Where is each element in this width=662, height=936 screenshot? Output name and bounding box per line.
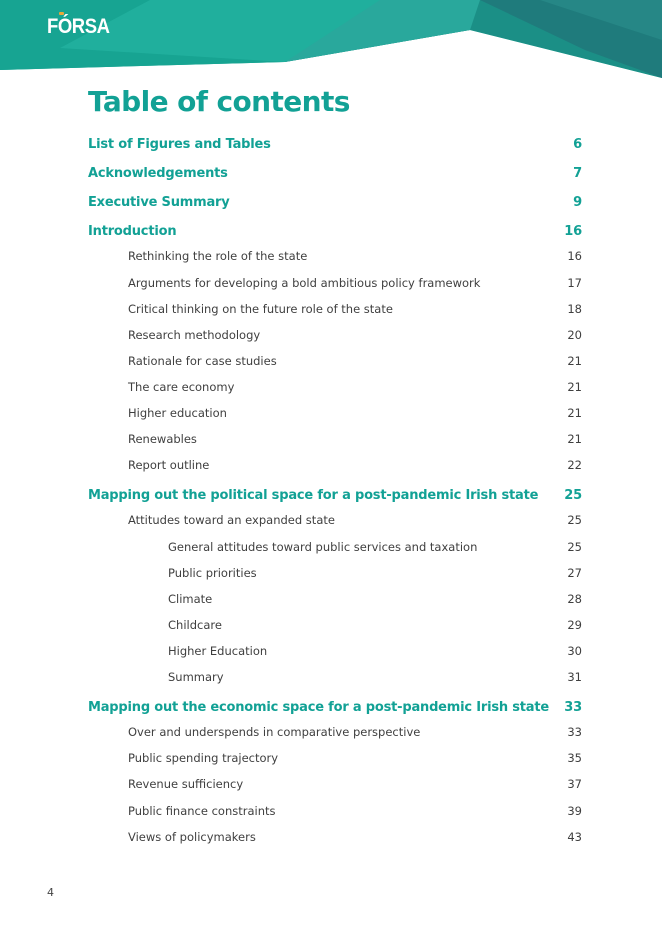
header-banner: [0, 0, 662, 90]
toc-entry-page: 7: [573, 166, 582, 181]
toc-entry-page: 25: [564, 488, 582, 503]
toc-entry-title: Introduction: [88, 224, 177, 239]
toc-entry[interactable]: [0, 777, 662, 797]
toc-entry-title: Revenue sufficiency: [128, 777, 244, 791]
toc-entry-title: Childcare: [168, 618, 222, 632]
toc-entry-page: 35: [567, 751, 582, 765]
toc-entry-title: Mapping out the political space for a post-pandemic Irish state: [88, 488, 539, 503]
toc-entry[interactable]: [0, 195, 662, 215]
toc-entry-title: Arguments for developing a bold ambitious policy framework: [128, 276, 481, 290]
toc-entry[interactable]: [0, 488, 662, 508]
toc-entry-title: Attitudes toward an expanded state: [128, 513, 335, 527]
toc-entry-page: 25: [567, 540, 582, 554]
toc-entry-page: 17: [567, 276, 582, 290]
toc-entry[interactable]: [0, 644, 662, 664]
toc-entry[interactable]: [0, 432, 662, 452]
toc-entry-page: 33: [564, 700, 582, 715]
toc-entry-page: 33: [567, 725, 582, 739]
toc-entry[interactable]: [0, 670, 662, 690]
toc-entry-title: Renewables: [128, 432, 197, 446]
toc-entry[interactable]: [0, 166, 662, 186]
toc-entry-page: 37: [567, 777, 582, 791]
toc-entry-page: 9: [573, 195, 582, 210]
toc-entry-page: 30: [567, 644, 582, 658]
toc-entry[interactable]: [0, 224, 662, 244]
toc-entry[interactable]: [0, 137, 662, 157]
toc-entry[interactable]: [0, 458, 662, 478]
toc-entry-page: 21: [567, 406, 582, 420]
toc-entry-title: Critical thinking on the future role of the state: [128, 302, 393, 316]
toc-entry-title: Public spending trajectory: [128, 751, 279, 765]
toc-entry-page: 21: [567, 432, 582, 446]
toc-entry[interactable]: [0, 249, 662, 269]
toc-entry-title: Public finance constraints: [128, 804, 276, 818]
toc-entry[interactable]: [0, 592, 662, 612]
toc-entry-title: Higher Education: [168, 644, 268, 658]
toc-entry-page: 20: [567, 328, 582, 342]
toc-entry-title: Public priorities: [168, 566, 257, 580]
toc-entry[interactable]: [0, 276, 662, 296]
toc-entry-page: 6: [573, 137, 582, 152]
toc-entry-page: 27: [567, 566, 582, 580]
toc-entry[interactable]: [0, 804, 662, 824]
toc-entry-title: Mapping out the economic space for a post-pandemic Irish state: [88, 700, 550, 715]
toc-entry-page: 18: [567, 302, 582, 316]
toc-entry-title: The care economy: [128, 380, 235, 394]
toc-entry[interactable]: [0, 302, 662, 322]
toc-entry-page: 16: [567, 249, 582, 263]
page-title: Table of contents: [88, 85, 350, 118]
toc-entry-title: Rationale for case studies: [128, 354, 277, 368]
toc-entry-page: 28: [567, 592, 582, 606]
toc-entry-page: 43: [567, 830, 582, 844]
toc-entry-page: 25: [567, 513, 582, 527]
toc-entry[interactable]: [0, 700, 662, 720]
toc-entry[interactable]: [0, 830, 662, 850]
toc-entry-page: 21: [567, 380, 582, 394]
toc-entry[interactable]: [0, 540, 662, 560]
toc-entry-title: Acknowledgements: [88, 166, 228, 181]
toc-entry[interactable]: [0, 566, 662, 586]
toc-entry-title: Higher education: [128, 406, 227, 420]
forsa-logo: FÓRSA: [47, 15, 110, 38]
toc-entry[interactable]: [0, 618, 662, 638]
toc-entry-page: 39: [567, 804, 582, 818]
toc-entry[interactable]: [0, 354, 662, 374]
toc-entry-title: Views of policymakers: [128, 830, 256, 844]
toc-entry-page: 31: [567, 670, 582, 684]
toc-entry-title: Climate: [168, 592, 213, 606]
toc-entry[interactable]: [0, 328, 662, 348]
toc-entry-page: 16: [564, 224, 582, 239]
toc-entry-title: Report outline: [128, 458, 210, 472]
toc-entry[interactable]: [0, 406, 662, 426]
toc-entry[interactable]: [0, 725, 662, 745]
toc-entry-title: Over and underspends in comparative perspective: [128, 725, 421, 739]
toc-entry-page: 21: [567, 354, 582, 368]
toc-entry-page: 29: [567, 618, 582, 632]
toc-entry-title: Summary: [168, 670, 224, 684]
toc-entry-page: 22: [567, 458, 582, 472]
toc-entry-title: Research methodology: [128, 328, 261, 342]
toc-entry-title: General attitudes toward public services and taxation: [168, 540, 478, 554]
toc-entry[interactable]: [0, 751, 662, 771]
toc-entry-title: List of Figures and Tables: [88, 137, 271, 152]
toc-entry-title: Rethinking the role of the state: [128, 249, 308, 263]
page-number: 4: [47, 886, 54, 899]
toc-entry[interactable]: [0, 380, 662, 400]
toc-entry[interactable]: [0, 513, 662, 533]
toc-entry-title: Executive Summary: [88, 195, 230, 210]
